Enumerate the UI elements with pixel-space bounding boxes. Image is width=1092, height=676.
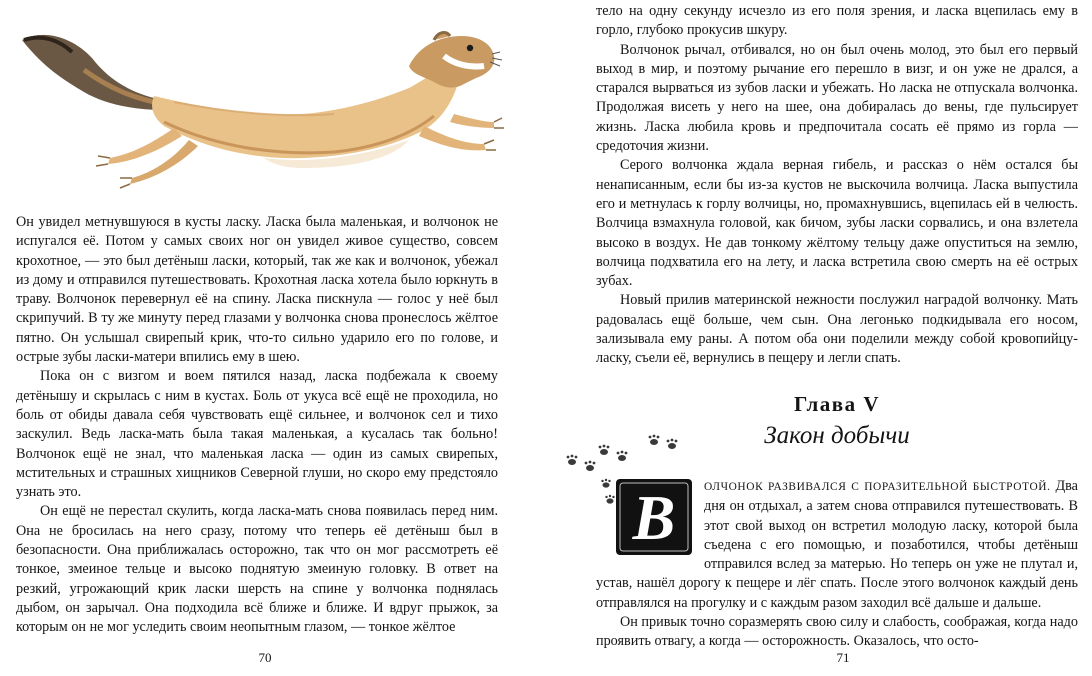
page-number: 70 — [258, 650, 272, 665]
paragraph: Серого волчонка ждала верная гибель, и рассказ о нём остался бы ненаписанным, если бы из-за кустов не выскочила волчица. Ласка выпустила его и метнулась к горлу волчицы, но, промахнувшись, вцепилась ей в челюсть. Волчица взмахнула головой, как бичом, зубы ласки сорвались, и она взлетела высоко в воздух. Не дав тонкому жёлтому тельцу даже опуститься на землю, волчица подхватила его на лету, и ласка встретила свою смерть на её острых зубах. — [596, 157, 1078, 290]
chapter-number: Глава V — [793, 392, 881, 416]
weasel-illustration — [14, 18, 504, 198]
paragraph-rest: Два дня он отдыхал, а затем снова отправился путешествовать. В этот свой выход он встретил молодую ласку, которой была съедена с его помощью, и позаботился, чтобы детёныш отправился вслед за матерью. Но теперь он уже не плутал и, устав, нашёл дорогу к пещере и лёг спать. После этого волчонок каждый день отправлялся на прогулку и с каждым разом заходил всё дальше и дальше. — [596, 478, 1078, 611]
paragraph: Он ещё не перестал скулить, когда ласка-мать снова появилась перед ним. Она не бросилась на него сразу, потому что теперь её детёныш был в безопасности. Она приближалась осторожно, так что он мог рассмотреть её тонкое, змеиное тельце и высоко поднятую змеиную головку. В ответ на резкий, угрожающий крик ласки шерсть на спине у волчонка поднялась дыбом, он зарычал. Она подходила всё ближе и ближе. И вдруг прыжок, за которым он не мог уследить своим неопытным глазом, — тонкое жёлтое — [16, 503, 498, 636]
drop-cap-ornament-icon — [596, 477, 700, 559]
page-number: 71 — [836, 650, 850, 665]
paragraph: Он увидел метнувшуюся в кусты ласку. Ласка была маленькая, и волчонок не испугался её. Потом у самых своих ног он увидел живое существо, совсем крохотное, — это был детёныш ласки, который, так же как и волчонок, убежал из дому и отправился путешествовать. Крохотная ласка хотела было юркнуть в траву. Волчонок перевернул её на спину. Ласка пискнула — голос у неё был скрипучий. В ту же минуту перед глазами у волчонка снова пронеслось жёлтое пятно. Он услышал свирепый крик, что-то сильно ударило его по голове, и острые зубы ласки-матери впились ему в шею. — [16, 214, 498, 366]
weasel-body — [152, 66, 459, 158]
weasel-front-legs — [419, 126, 486, 150]
paragraph: Новый прилив материнской нежности послужил наградой волчонку. Мать радовалась ещё больше, чем сын. Она легонько подкидывала его носом, зализывала ему раны. А потом оба они поделили между собой кровопийцу-ласку, съели её, вернулись в пещеру и легли спать. — [596, 292, 1078, 367]
right-page-text-bottom — [596, 477, 1078, 652]
right-page-text-top — [596, 2, 1078, 369]
paragraph: тело на одну секунду исчезло из его поля зрения, и ласка вцепилась ему в горло, глубоко прокусив шкуру. — [596, 3, 1078, 39]
right-page — [546, 0, 1092, 676]
paragraph: Он привык точно соразмерять свою силу и слабость, соображая, когда надо проявить отвагу, а когда — осторожность. Оказалось, что осто- — [596, 614, 1078, 650]
left-page-text — [16, 213, 498, 638]
drop-cap — [596, 477, 700, 559]
paragraph: Пока он с визгом и воем пятился назад, ласка подбежала к своему детёнышу и скрылась с ним в кустах. Боль от укуса всё ещё не проходила, но боль от обиды давала себя чувствовать ещё сильнее, и волчонок сел и тихо заскулил. Ведь ласка-мать была такая маленькая, а кусалась так больно! Волчонок ещё не знал, что маленькая ласка — один из самых свирепых, мстительных и страшных хищников Северной глуши, но скоро ему предстояло узнать это. — [16, 368, 498, 501]
paragraph: Волчонок рычал, отбивался, но он был очень молод, это был его первый выход в мир, и поэтому рычание его перешло в визг, и он уже не дрался, а старался вырваться из зубов ласки и убежать. Но ласка не отпускала волчонка. Продолжая висеть у него на шее, она добиралась до вены, где пульсирует жизнь. Ласка любила кровь и предпочитала сосать её прямо из горла — средоточия жизни. — [596, 41, 1078, 155]
drop-cap-letter: В — [632, 482, 676, 553]
chapter-title: Закон добычи — [764, 422, 910, 449]
chapter-lead-in: ОЛЧОНОК РАЗВИВАЛСЯ С ПОРАЗИТЕЛЬНОЙ БЫСТРОТОЙ. — [704, 481, 1051, 493]
